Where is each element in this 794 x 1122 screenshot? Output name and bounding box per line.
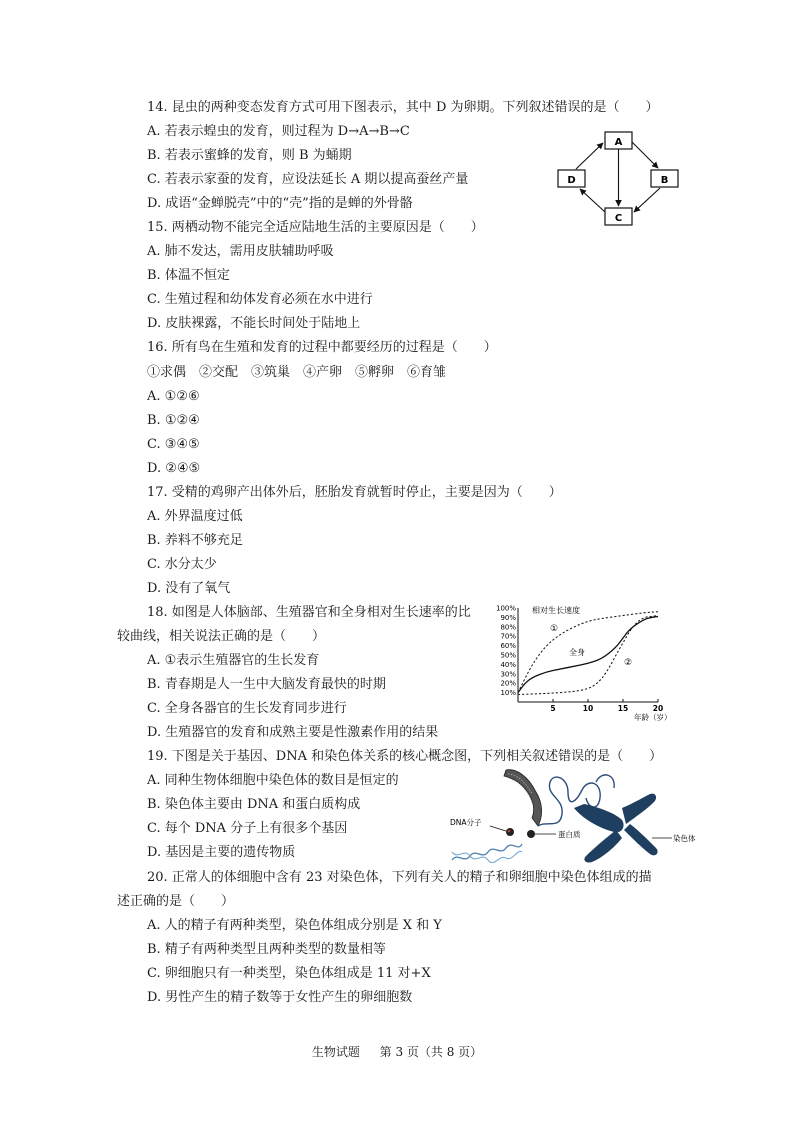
q15-option-a: A. 肺不发达，需用皮肤辅助呼吸 — [147, 244, 334, 259]
q15-option-b: B. 体温不恒定 — [147, 268, 230, 283]
y-tick-label: 10% — [500, 689, 516, 698]
y-tick-label: 80% — [500, 623, 516, 632]
footer-subject: 生物试题 — [311, 1045, 360, 1059]
annotation-curve-2: ② — [624, 658, 633, 668]
stage-label-d: D — [567, 175, 576, 186]
y-tick-label: 100% — [495, 604, 516, 613]
q20-stem: 20. 正常人的体细胞中含有 23 对染色体，下列有关人的精子和卵细胞中染色体组成的描 — [147, 870, 652, 885]
y-tick-label: 60% — [500, 642, 516, 651]
q18-option-b: B. 青春期是人一生中大脑发育最快的时期 — [147, 677, 386, 692]
chromosome-upper-right-arm — [622, 794, 656, 824]
q19-option-d: D. 基因是主要的遗传物质 — [147, 845, 296, 860]
page-footer — [0, 1043, 794, 1060]
protein-bead — [527, 830, 535, 838]
chromosome-label: 染色体 — [673, 834, 696, 843]
q19-stem: 19. 下图是关于基因、DNA 和染色体关系的核心概念图，下列相关叙述错误的是（ ） — [147, 749, 663, 764]
q18-option-d: D. 生殖器官的发育和成熟主要是性激素作用的结果 — [147, 725, 439, 740]
stage-box-a — [605, 132, 632, 149]
y-tick-label: 40% — [500, 660, 516, 669]
arrow-a-to-b — [632, 142, 658, 168]
q19-option-c: C. 每个 DNA 分子上有很多个基因 — [147, 821, 348, 836]
q15-option-d: D. 皮肤裸露，不能长时间处于陆地上 — [147, 316, 361, 331]
x-axis-ticks — [550, 699, 663, 713]
chromosome-lower-right-arm — [624, 824, 658, 855]
stage-box-d — [558, 170, 585, 187]
growth-rate-chart — [492, 600, 714, 724]
q16-option-a: A. ①②⑥ — [147, 389, 200, 404]
q20-option-c: C. 卵细胞只有一种类型，染色体组成是 11 对+X — [147, 966, 431, 981]
q16-stem: 16. 所有鸟在生殖和发育的过程中都要经历的过程是（ ） — [147, 340, 497, 355]
y-tick-label: 30% — [500, 670, 516, 679]
q17-option-c: C. 水分太少 — [147, 557, 217, 572]
chart-title: 相对生长速度 — [532, 606, 580, 615]
q17-stem: 17. 受精的鸡卵产出体外后，胚胎发育就暂时停止，主要是因为（ ） — [147, 485, 562, 500]
q20-option-d: D. 男性产生的精子数等于女性产生的卵细胞数 — [147, 990, 413, 1005]
q19-option-a: A. 同种生物体细胞中染色体的数目是恒定的 — [147, 773, 399, 788]
y-tick-label: 70% — [500, 632, 516, 641]
x-tick-label: 15 — [617, 704, 629, 713]
q16-items: ①求偶 ②交配 ③筑巢 ④产卵 ⑤孵卵 ⑥育雏 — [147, 365, 447, 380]
q16-option-d: D. ②④⑤ — [147, 461, 201, 476]
q18-option-c: C. 全身各器官的生长发育同步进行 — [147, 701, 347, 716]
stage-label-a: A — [614, 137, 623, 148]
arrow-d-to-a — [576, 143, 603, 169]
annotation-curve-1: ① — [550, 624, 559, 634]
q18-stem: 18. 如图是人体脑部、生殖器官和全身相对生长速率的比 — [147, 605, 471, 620]
q18-stem-continued: 较曲线，相关说法正确的是（ ） — [117, 629, 326, 644]
q18-option-a: A. ①表示生殖器官的生长发育 — [147, 653, 320, 668]
annotation-whole-body: 全身 — [569, 648, 585, 657]
chromosome-lower-left-arm — [584, 830, 622, 863]
q17-option-d: D. 没有了氧气 — [147, 581, 231, 596]
q16-option-b: B. ①②④ — [147, 413, 200, 428]
x-tick-label: 10 — [582, 704, 594, 713]
stage-label-c: C — [614, 213, 623, 224]
protein-label: 蛋白质 — [558, 830, 581, 839]
q14-option-d: D. 成语“金蝉脱壳”中的“壳”指的是蝉的外骨骼 — [147, 196, 413, 211]
x-tick-label: 5 — [550, 704, 556, 713]
q16-option-c: C. ③④⑤ — [147, 437, 200, 452]
q14-stem: 14. 昆虫的两种变态发育方式可用下图表示，其中 D 为卵期。下列叙述错误的是（ ） — [147, 100, 659, 115]
stage-box-b — [651, 170, 678, 187]
x-tick-label: 20 — [652, 704, 664, 713]
q20-stem-continued: 述正确的是（ ） — [117, 894, 235, 909]
q14-option-b: B. 若表示蜜蜂的发育，则 B 为蛹期 — [147, 148, 352, 163]
y-axis-ticks — [496, 605, 516, 698]
footer-page-number: 第 3 页（共 8 页） — [379, 1045, 483, 1059]
x-axis-label: 年龄（岁） — [634, 713, 672, 722]
arrow-c-to-d — [580, 189, 605, 212]
y-tick-label: 90% — [500, 613, 516, 622]
q14-option-c: C. 若表示家蚕的发育，应设法延长 A 期以提高蚕丝产量 — [147, 172, 469, 187]
dna-molecule-label: DNA分子 — [450, 818, 482, 827]
chromosome-arm-top — [504, 770, 542, 826]
q14-option-a: A. 若表示蝗虫的发育，则过程为 D→A→B→C — [147, 124, 410, 139]
stage-box-c — [605, 208, 632, 225]
q17-option-a: A. 外界温度过低 — [147, 509, 243, 524]
chromosome-upper-left-arm — [574, 804, 624, 832]
y-tick-label: 20% — [500, 679, 516, 688]
arrow-b-to-c — [634, 188, 660, 212]
y-tick-label: 50% — [500, 651, 516, 660]
q17-option-b: B. 养料不够充足 — [147, 533, 243, 548]
nucleosome-bead — [506, 828, 514, 836]
q20-option-a: A. 人的精子有两种类型，染色体组成分别是 X 和 Y — [147, 918, 442, 933]
gene-dna-chromosome-figure — [446, 768, 696, 866]
q19-option-b: B. 染色体主要由 DNA 和蛋白质构成 — [147, 797, 361, 812]
q15-stem: 15. 两栖动物不能完全适应陆地生活的主要原因是（ ） — [147, 220, 484, 235]
q20-option-b: B. 精子有两种类型且两种类型的数量相等 — [147, 942, 386, 957]
insect-development-diagram — [552, 128, 692, 230]
stage-label-b: B — [660, 175, 669, 186]
series-layer — [518, 612, 658, 695]
q15-option-c: C. 生殖过程和幼体发育必须在水中进行 — [147, 292, 373, 307]
